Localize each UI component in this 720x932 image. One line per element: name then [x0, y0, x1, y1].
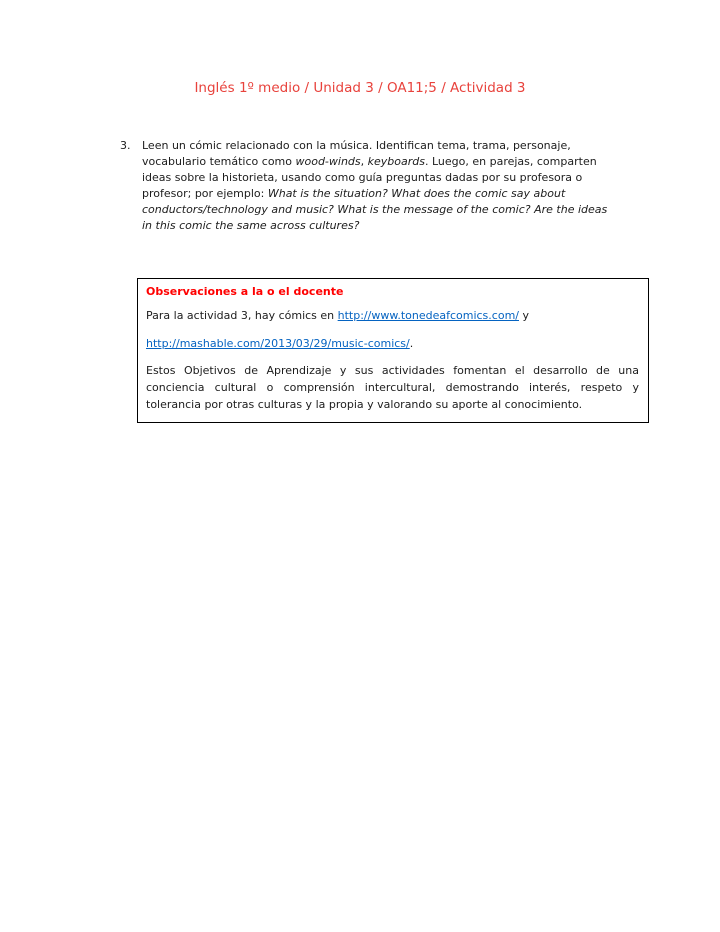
text-run: Para la actividad 3, hay cómics en	[146, 309, 338, 322]
notes-paragraph-3: Estos Objetivos de Aprendizaje y sus actividades fomentan el desarrollo de una conciencia cultural o comprensión intercultural, demostrando interés, respeto y tolerancia por otras culturas y la propia y valorando su aporte al conocimiento.	[146, 364, 639, 411]
text-run: . Luego, en parejas, comparten ideas sobre la historieta, usando como guía preguntas dadas por su profesora o profesor; por ejemplo:	[142, 155, 597, 200]
tonedeafcomics-link[interactable]: http://www.tonedeafcomics.com/	[337, 309, 519, 322]
text-run: Leen un cómic relacionado con la música. Identifican tema, trama, personaje, vocabulario temático como	[142, 139, 571, 168]
teacher-notes-box	[137, 278, 649, 423]
text-run-italic: keyboards	[367, 155, 425, 168]
activity-text	[142, 138, 614, 234]
text-run-italic: wood-winds	[295, 155, 361, 168]
text-run: .	[409, 337, 414, 350]
notes-paragraph-1	[146, 308, 639, 323]
page-title: Inglés 1º medio / Unidad 3 / OA11;5 / Actividad 3	[194, 80, 526, 96]
notes-heading: Observaciones a la o el docente	[146, 285, 344, 298]
notes-paragraph-2	[146, 336, 639, 351]
mashable-link[interactable]: http://mashable.com/2013/03/29/music-comics/	[146, 337, 410, 350]
text-run: ,	[360, 155, 368, 168]
text-run: y	[519, 309, 530, 322]
activity-item	[120, 138, 614, 234]
activity-number: 3.	[120, 139, 131, 152]
text-run-italic: What is the situation? What does the comic say about conductors/technology and music? What is the message of the comic? Are the ideas in this comic the same across cultures?	[142, 187, 608, 232]
